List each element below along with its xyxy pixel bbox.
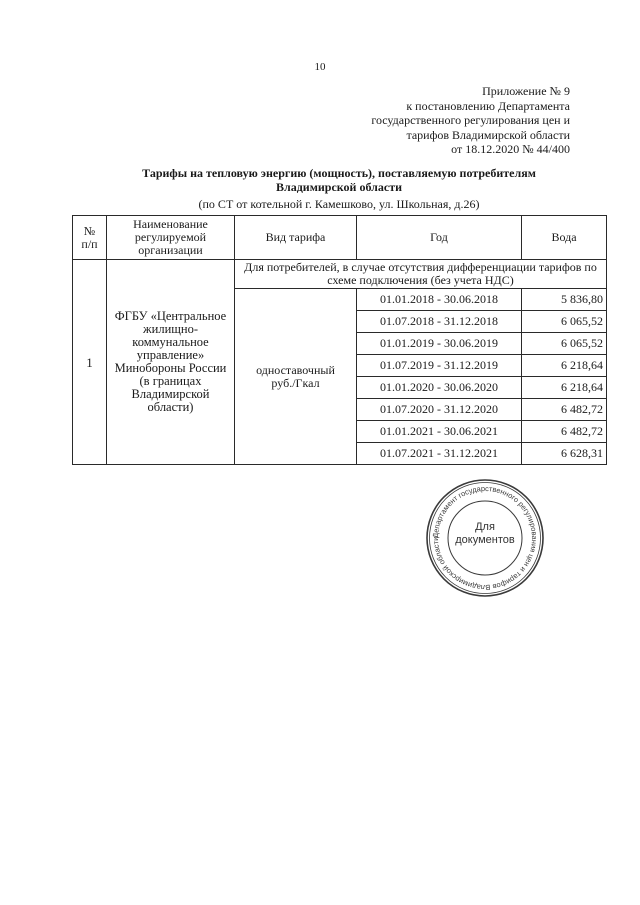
header-tariff-type: Вид тарифа xyxy=(235,216,357,260)
period-cell: 01.01.2020 - 30.06.2020 xyxy=(357,377,522,399)
header-organization: Наименование регулируемой организации xyxy=(107,216,235,260)
stamp-ring-text: Департамент государственного регулирования цен и тарифов Владимирской области xyxy=(430,483,540,593)
header-number: № п/п xyxy=(73,216,107,260)
official-stamp xyxy=(425,478,545,598)
document-title xyxy=(72,166,606,194)
organization-name: ФГБУ «Центральное жилищно- коммунальное управление» Минобороны России (в границах Владимирской области) xyxy=(107,260,235,465)
header-water: Вода xyxy=(522,216,607,260)
tariff-table xyxy=(72,215,607,465)
title-line: Владимирской области xyxy=(275,180,403,194)
period-cell: 01.07.2019 - 31.12.2019 xyxy=(357,355,522,377)
consumer-note: Для потребителей, в случае отсутствия дифференциации тарифов по схеме подключения (без учета НДС) xyxy=(235,260,607,289)
appendix-line: к постановлению Департамента xyxy=(406,98,570,113)
appendix-line: государственного регулирования цен и xyxy=(371,113,570,127)
title-line: Тарифы на тепловую энергию (мощность), поставляемую потребителям xyxy=(142,166,536,180)
water-value-cell: 6 482,72 xyxy=(522,399,607,421)
tariff-type-cell: одноставочный руб./Гкал xyxy=(235,289,357,465)
period-cell: 01.01.2019 - 30.06.2019 xyxy=(357,333,522,355)
water-value-cell: 6 482,72 xyxy=(522,421,607,443)
appendix-block xyxy=(330,84,570,157)
header-year: Год xyxy=(357,216,522,260)
table-row xyxy=(73,260,607,289)
water-value-cell: 6 628,31 xyxy=(522,443,607,465)
appendix-line: Приложение № 9 xyxy=(482,84,570,98)
appendix-line: тарифов Владимирской области xyxy=(406,127,570,142)
water-value-cell: 6 065,52 xyxy=(522,333,607,355)
period-cell: 01.07.2020 - 31.12.2020 xyxy=(357,399,522,421)
row-number: 1 xyxy=(73,260,107,465)
table-header-row xyxy=(73,216,607,260)
water-value-cell: 6 065,52 xyxy=(522,311,607,333)
water-value-cell: 6 218,64 xyxy=(522,355,607,377)
period-cell: 01.07.2021 - 31.12.2021 xyxy=(357,443,522,465)
period-cell: 01.07.2018 - 31.12.2018 xyxy=(357,311,522,333)
water-value-cell: 6 218,64 xyxy=(522,377,607,399)
period-cell: 01.01.2021 - 30.06.2021 xyxy=(357,421,522,443)
water-value-cell: 5 836,80 xyxy=(522,289,607,311)
period-cell: 01.01.2018 - 30.06.2018 xyxy=(357,289,522,311)
page-number: 10 xyxy=(314,61,326,73)
stamp-center-text: Для документов xyxy=(455,521,515,546)
appendix-line: от 18.12.2020 № 44/400 xyxy=(451,142,570,156)
document-subtitle: (по СТ от котельной г. Камешково, ул. Школьная, д.26) xyxy=(198,197,480,211)
